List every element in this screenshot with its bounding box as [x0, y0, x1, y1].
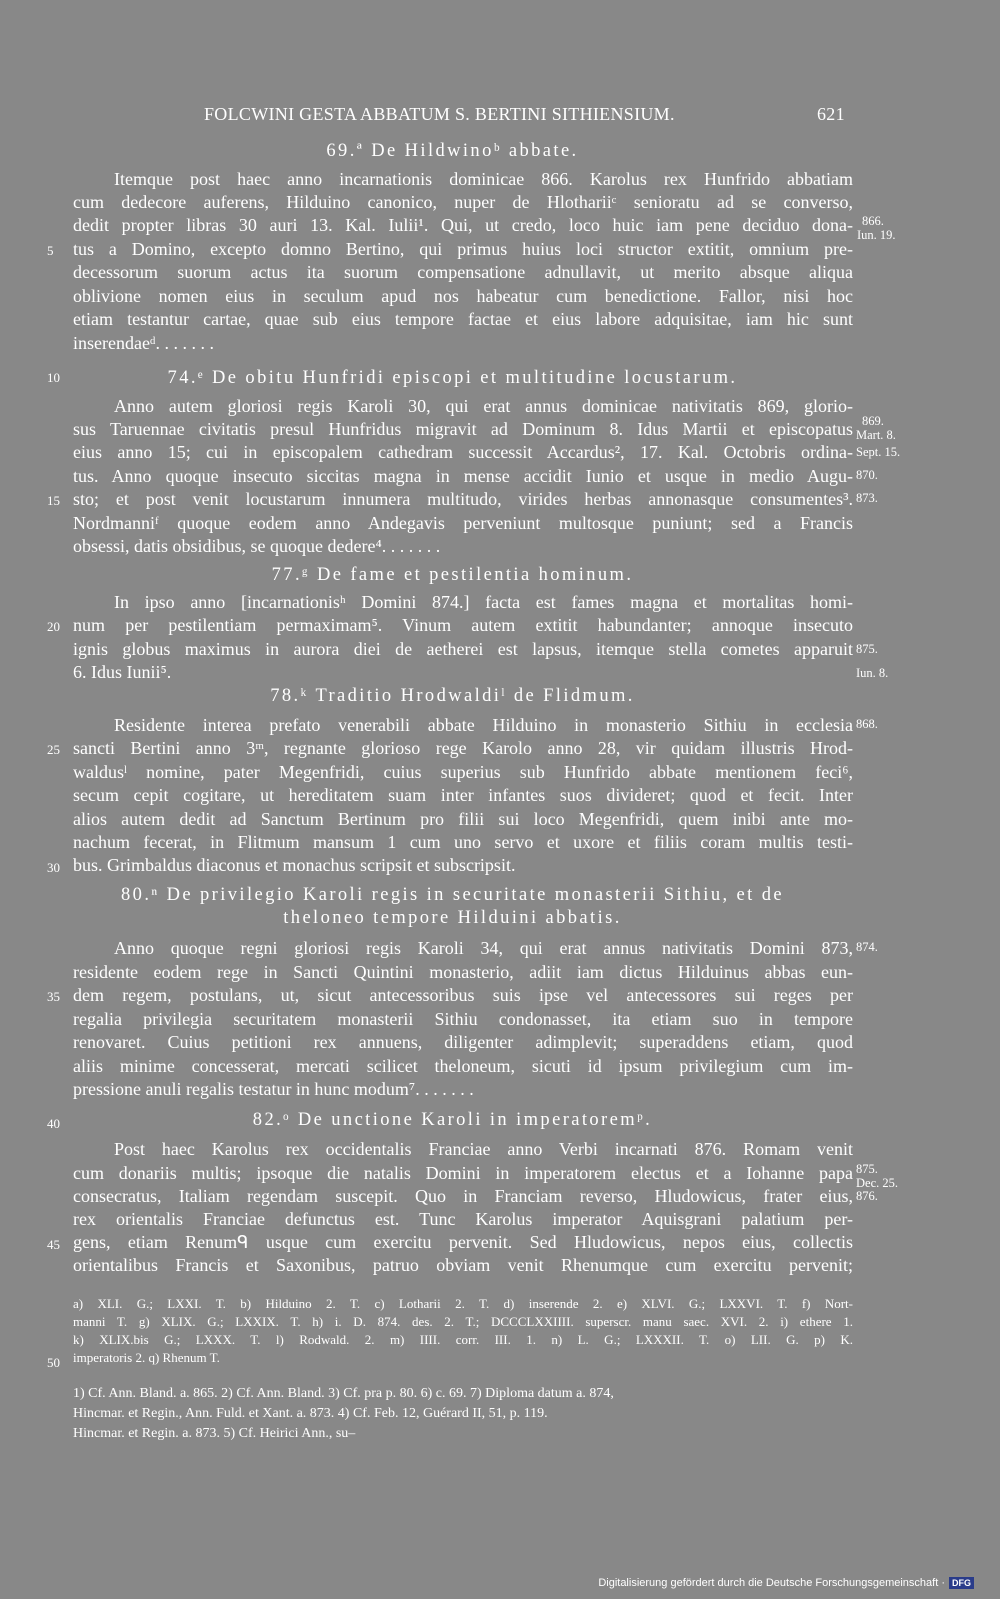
source-note-line: Hincmar. et Regin. a. 873. 5) Cf. Heirici Ann., su– [73, 1426, 356, 1441]
text-line: eius anno 15; cui in episcopalem cathedram successit Accardus², 17. Kal. Octobris ordina- [73, 442, 853, 462]
text-line: rex orientalis Franciae defunctus est. Tunc Karolus imperator Aquisgrani palatium per- [73, 1209, 853, 1229]
text-line: sus Taruennae civitatis presul Hunfridus migravit ad Dominum 8. Idus Martii et episcopatus [73, 419, 853, 439]
footnote-line: imperatoris 2. q) Rhenum T. [73, 1350, 220, 1365]
margin-date: Dec. 25. [856, 1176, 898, 1190]
line-number: 40 [47, 1116, 60, 1131]
text-line: nachum fecerat, in Flitmum mansum 1 cum uno servo et uxore et filiis coram multis testi- [73, 832, 853, 852]
text-line: cum dedecore auferens, Hilduino canonico, nuper de Hlothariiᶜ senioratu ad se converso, [73, 192, 853, 212]
text-line: ignis globus maximus in aurora diei de aetherei est lapsus, itemque stella cometes apparuit [73, 639, 853, 659]
text-line: consecratus, Italiam regendam suscepit. Quo in Franciam reverso, Hludowicus, frater eius, [73, 1186, 853, 1206]
section-heading: 74.ᵉ De obitu Hunfridi episcopi et multitudine locustarum. [167, 368, 738, 388]
text-line: decessorum suorum actus ita suorum compensatione adnullavit, ut merito absque aliqua [73, 262, 853, 282]
margin-date: Iun. 8. [856, 666, 889, 680]
margin-date: 874. [856, 940, 878, 954]
line-number: 45 [47, 1237, 60, 1252]
margin-date: 875. [856, 642, 878, 656]
section-heading: 69.ª De Hildwinoᵇ abbate. [326, 141, 579, 161]
text-line: tus. Anno quoque insecuto siccitas magna in mense accidit Iunio et usque in medio Augu- [73, 466, 853, 486]
text-line: secum cepit cogitare, ut hereditatem suam inter infantes suos divideret; quod et fecit. Inter [73, 785, 853, 805]
page-number: 621 [817, 104, 845, 124]
line-number: 15 [47, 493, 60, 508]
text-line: tus a Domino, excepto domno Bertino, qui primus huius loci structor extitit, omnium pre- [73, 239, 853, 259]
text-line: Post haec Karolus rex occidentalis Franciae anno Verbi incarnati 876. Romam venit [114, 1139, 853, 1159]
text-line: obsessi, datis obsidibus, se quoque dedere⁴. . . . . . . [73, 536, 441, 556]
margin-date: 869. [862, 414, 884, 428]
line-number: 10 [47, 370, 60, 385]
text-line: oblivione nomen eius in seculum apud nos habeatur cum benedictione. Fallor, nisi hoc [73, 286, 853, 306]
text-line: Nordmanniᶠ quoque eodem anno Andegavis perveniunt multosque puniunt; sed a Francis [73, 513, 853, 533]
text-line: residente eodem rege in Sancti Quintini monasterio, adiit iam dictus Hilduinus abbas eun- [73, 962, 853, 982]
source-note-line: 1) Cf. Ann. Bland. a. 865. 2) Cf. Ann. Bland. 3) Cf. pra p. 80. 6) c. 69. 7) Diploma datum a. 874, [73, 1386, 614, 1401]
section-heading: 82.ᵒ De unctione Karoli in imperatoremᵖ. [252, 1110, 653, 1130]
line-number: 25 [47, 742, 60, 757]
text-line: regalia privilegia securitatem monasterii Sithiu condonasset, ita etiam suo in tempore [73, 1009, 853, 1029]
line-number: 50 [47, 1355, 60, 1370]
text-line: waldusˡ nomine, pater Megenfridi, cuius superius sub Hunfrido abbate mentionem feci⁶, [73, 762, 853, 782]
text-line: sancti Bertini anno 3ᵐ, regnante glorioso rege Karolo anno 28, vir quidam illustris Hrod- [73, 738, 853, 758]
footnote-line: k) XLIX.bis G.; LXXX. T. l) Rodwald. 2. m) IIII. corr. III. 1. n) L. G.; LXXXII. T. o) LII. G. p) K. [73, 1332, 853, 1347]
text-line: bus. Grimbaldus diaconus et monachus scripsit et subscripsit. [73, 855, 516, 875]
text-line: Anno autem gloriosi regis Karoli 30, qui erat annus dominicae nativitatis 869, glorio- [114, 396, 853, 416]
text-line: inserendaeᵈ. . . . . . . [73, 333, 215, 353]
section-heading: 78.ᵏ Traditio Hrodwaldiˡ de Flidmum. [270, 686, 635, 706]
credit-text: Digitalisierung gefördert durch die Deutsche Forschungsgemeinschaft · [598, 1577, 945, 1589]
section-heading: 80.ⁿ De privilegio Karoli regis in securitate monasterii Sithiu, et de [121, 885, 784, 905]
margin-date: Mart. 8. [856, 428, 896, 442]
line-number: 30 [47, 860, 60, 875]
text-line: pressione anuli regalis testatur in hunc modum⁷. . . . . . . [73, 1079, 474, 1099]
text-line: In ipso anno [incarnationisʰ Domini 874.] facta est fames magna et mortalitas homi- [114, 592, 853, 612]
text-line: dem regem, postulans, ut, sicut antecessoribus suis ipse vel antecessores sui reges per [73, 985, 853, 1005]
text-line: sto; et post venit locustarum innumera multitudo, virides herbas annonasque consumentes³. [73, 489, 853, 509]
text-line: Itemque post haec anno incarnationis dominicae 866. Karolus rex Hunfrido abbatiam [114, 169, 853, 189]
running-header [0, 104, 1000, 128]
footnote-line: manni T. g) XLIX. G.; LXXIX. T. h) i. D. 874. des. 2. T.; DCCCLXXIIII. superscr. manu saec. XVI. 2. i) ethere 1. [73, 1314, 853, 1329]
text-line: gens, etiam Renumᑫ usque cum exercitu pervenit. Sed Hludowicus, nepos eius, collectis [73, 1232, 853, 1252]
text-line: orientalibus Francis et Saxonibus, patruo obviam venit Rhenumque cum exercitu pervenit; [73, 1255, 853, 1275]
text-line: etiam testantur cartae, quae sub eius tempore factae et eius labore adquisitae, iam hic sunt [73, 309, 853, 329]
digitization-credit [598, 1577, 974, 1589]
line-number: 5 [47, 243, 54, 258]
text-line: num per pestilentiam permaximam⁵. Vinum autem extitit habundanter; annoque insecuto [73, 615, 853, 635]
margin-date: 876. [856, 1189, 878, 1203]
margin-date: Iun. 19. [857, 228, 896, 242]
source-note-line: Hincmar. et Regin., Ann. Fuld. et Xant. a. 873. 4) Cf. Feb. 12, Guérard II, 51, p. 119. [73, 1406, 548, 1421]
line-number: 20 [47, 619, 60, 634]
text-line: Anno quoque regni gloriosi regis Karoli 34, qui erat annus nativitatis Domini 873, [114, 938, 853, 958]
margin-date: 868. [856, 717, 878, 731]
text-line: dedit propter libras 30 auri 13. Kal. Iulii¹. Qui, ut credo, loco huic iam pene deciduo dona- [73, 215, 853, 235]
text-line: Residente interea prefato venerabili abbate Hilduino in monasterio Sithiu in ecclesia [114, 715, 853, 735]
text-line: 6. Idus Iunii⁵. [73, 662, 172, 682]
footnote-line: a) XLI. G.; LXXI. T. b) Hilduino 2. T. c) Lotharii 2. T. d) inserende 2. e) XLVI. G.; LXXVI. T. f) Nort- [73, 1296, 853, 1311]
text-line: cum donariis multis; ipsoque die natalis Domini in imperatorem electus et a Iohanne papa [73, 1163, 853, 1183]
dfg-logo: DFG [949, 1577, 974, 1589]
section-heading: 77.ᵍ De fame et pestilentia hominum. [271, 565, 634, 585]
margin-date: 870. [856, 468, 878, 482]
margin-date: 873. [856, 491, 878, 505]
line-number: 35 [47, 989, 60, 1004]
section-heading-continued: theloneo tempore Hilduini abbatis. [283, 908, 622, 928]
header-title: FOLCWINI GESTA ABBATUM S. BERTINI SITHIENSIUM. [204, 104, 675, 124]
text-line: aliis minime concesserat, mercati scilicet theloneum, sicuti id ipsum privilegium cum im- [73, 1056, 853, 1076]
text-line: alios autem dedit ad Sanctum Bertinum pro filii sui loco Megenfridi, quem inibi ante mo- [73, 809, 853, 829]
margin-date: 875. [856, 1162, 878, 1176]
text-line: renovaret. Cuius petitioni rex annuens, diligenter adimplevit; superaddens etiam, quod [73, 1032, 853, 1052]
margin-date: Sept. 15. [856, 445, 901, 459]
margin-date: 866. [862, 214, 884, 228]
